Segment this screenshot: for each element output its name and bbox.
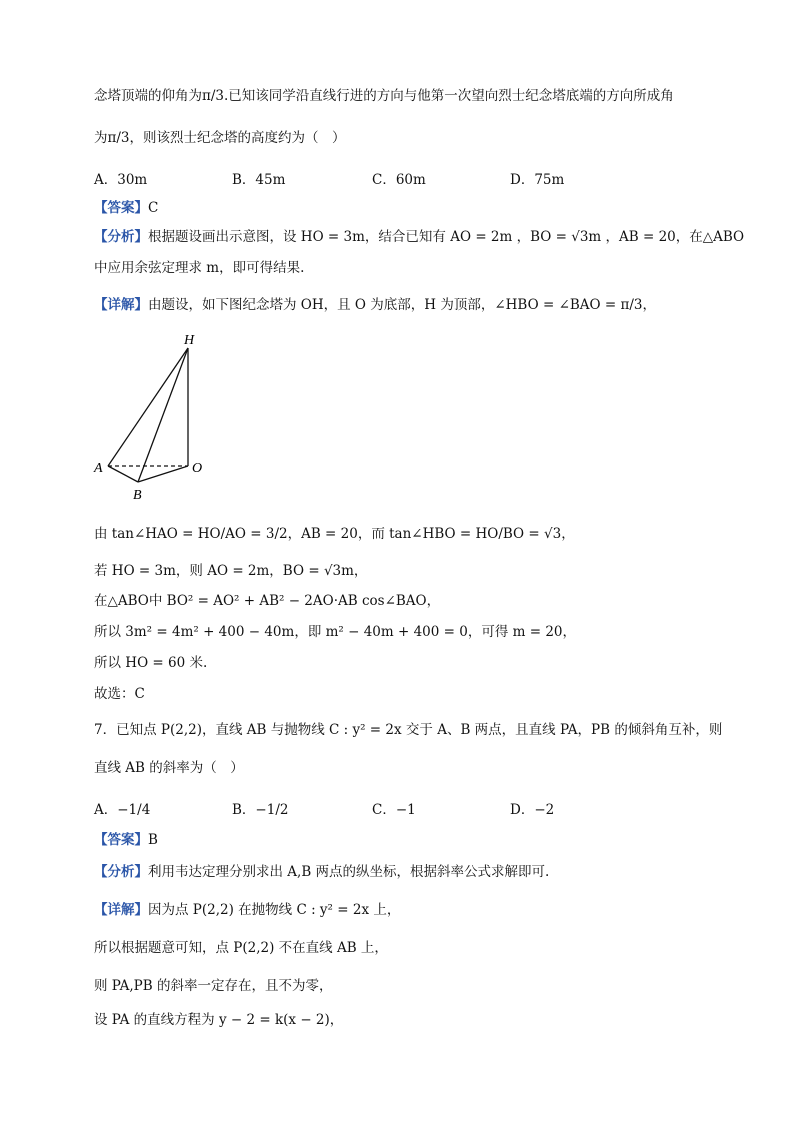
label-B: B (133, 488, 142, 503)
edge-AB (108, 466, 138, 482)
detail-tag: 【详解】 (94, 297, 148, 313)
answer-value: C (148, 200, 159, 216)
q6-step2: 若 HO = 3m，则 AO = 2m，BO = √3m， (94, 563, 368, 579)
q6-option-a: A．30m (94, 172, 148, 188)
analysis-text: 利用韦达定理分别求出 A,B 两点的纵坐标，根据斜率公式求解即可. (148, 864, 550, 880)
q6-step1: 由 tan∠HAO = HO/AO = 3/2，AB = 20，而 tan∠HBO = HO/BO = √3， (94, 526, 575, 542)
q7-option-a: A．−1/4 (94, 802, 151, 818)
q7-option-b: B．−1/2 (232, 802, 289, 818)
q6-step3: 在△ABO中 BO² = AO² + AB² − 2AO·AB cos∠BAO， (94, 593, 441, 609)
q6-step5: 所以 HO = 60 米. (94, 655, 208, 671)
analysis-tag: 【分析】 (94, 229, 148, 245)
q7-answer (94, 834, 158, 848)
tower-figure (90, 330, 240, 505)
q6-detail-line1 (94, 299, 656, 313)
detail-tag: 【详解】 (94, 902, 148, 918)
analysis-tag: 【分析】 (94, 864, 148, 880)
q6-option-c: C．60m (372, 172, 426, 188)
q7-detail-line3: 则 PA,PB 的斜率一定存在，且不为零， (94, 978, 333, 994)
q6-step4: 所以 3m² = 4m² + 400 − 40m，即 m² − 40m + 400 = 0，可得 m = 20， (94, 624, 577, 640)
q7-analysis (94, 866, 549, 880)
edge-HB (138, 348, 188, 482)
edge-BO (138, 466, 188, 482)
q6-stem-line1: 念塔顶端的仰角为π/3.已知该同学沿直线行进的方向与他第一次望向烈士纪念塔底端的方向所成角 (94, 88, 674, 104)
q6-choose: 故选：C (94, 686, 145, 702)
answer-tag: 【答案】 (94, 832, 148, 848)
label-H: H (184, 333, 195, 348)
q7-stem-line2: 直线 AB 的斜率为（ ） (94, 760, 244, 776)
q6-option-b: B．45m (232, 172, 286, 188)
detail-text: 因为点 P(2,2) 在抛物线 C : y² = 2x 上， (148, 902, 401, 918)
q7-detail-line1 (94, 904, 400, 918)
q6-analysis-line2: 中应用余弦定理求 m，即可得结果. (94, 260, 305, 276)
q7-option-d: D．−2 (510, 802, 555, 818)
q7-detail-line2: 所以根据题意可知，点 P(2,2) 不在直线 AB 上， (94, 940, 388, 956)
q6-analysis-line1 (94, 231, 744, 245)
answer-value: B (148, 832, 158, 848)
q6-stem-line2: 为π/3，则该烈士纪念塔的高度约为（ ） (94, 130, 346, 146)
label-A: A (94, 461, 103, 476)
q7-detail-line4: 设 PA 的直线方程为 y − 2 = k(x − 2)， (94, 1012, 344, 1028)
q6-option-d: D．75m (510, 172, 565, 188)
detail-text: 由题设，如下图纪念塔为 OH，且 O 为底部，H 为顶部，∠HBO = ∠BAO = π/3， (148, 297, 657, 313)
q7-option-c: C．−1 (372, 802, 416, 818)
analysis-text: 根据题设画出示意图，设 HO = 3m，结合已知有 AO = 2m ，BO = √3m ，AB = 20，在△ABO (148, 229, 745, 245)
q7-stem-line1: 7．已知点 P(2,2)，直线 AB 与抛物线 C : y² = 2x 交于 A、B 两点，且直线 PA，PB 的倾斜角互补，则 (94, 722, 723, 738)
q6-answer (94, 202, 158, 216)
label-O: O (192, 461, 203, 476)
answer-tag: 【答案】 (94, 200, 148, 216)
edge-HA (108, 348, 188, 466)
